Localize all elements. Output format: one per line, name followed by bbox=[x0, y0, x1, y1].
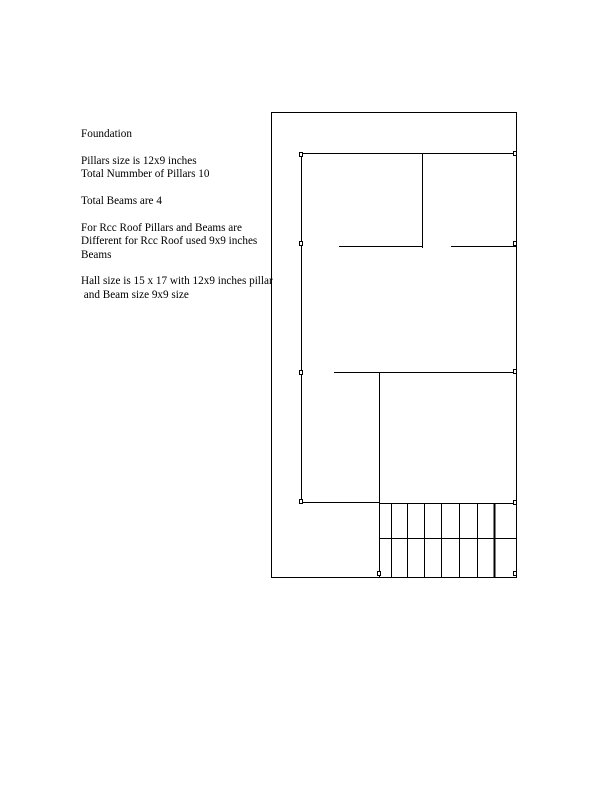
pillar-marker bbox=[378, 572, 381, 576]
beam-count-note: Total Beams are 4 bbox=[81, 195, 162, 207]
pillar-marker bbox=[514, 501, 517, 505]
pillar-count-note: Total Nummber of Pillars 10 bbox=[81, 168, 210, 181]
pillar-marker bbox=[300, 371, 303, 375]
plot-boundary bbox=[272, 113, 517, 578]
pillar-marker bbox=[300, 500, 303, 504]
notes-heading: Foundation bbox=[81, 128, 132, 140]
roof-note-line-2: Different for Rcc Roof used 9x9 inches bbox=[81, 235, 258, 248]
building-walls bbox=[301, 153, 516, 577]
pillar-marker bbox=[300, 153, 303, 157]
hall-note-line-1: Hall size is 15 x 17 with 12x9 inches pillar bbox=[81, 275, 273, 288]
hall-note-line-2: and Beam size 9x9 size bbox=[81, 288, 189, 301]
pillar-marker bbox=[514, 370, 517, 374]
pillar-marker bbox=[514, 242, 517, 246]
pillar-marker bbox=[514, 572, 517, 576]
pillar-marker bbox=[300, 242, 303, 246]
roof-note-line-1: For Rcc Roof Pillars and Beams are bbox=[81, 221, 242, 234]
staircase-treads bbox=[392, 504, 495, 577]
pillar-marker bbox=[514, 152, 517, 156]
pillar-size-note: Pillars size is 12x9 inches bbox=[81, 154, 197, 167]
roof-note-line-3: Beams bbox=[81, 248, 112, 261]
